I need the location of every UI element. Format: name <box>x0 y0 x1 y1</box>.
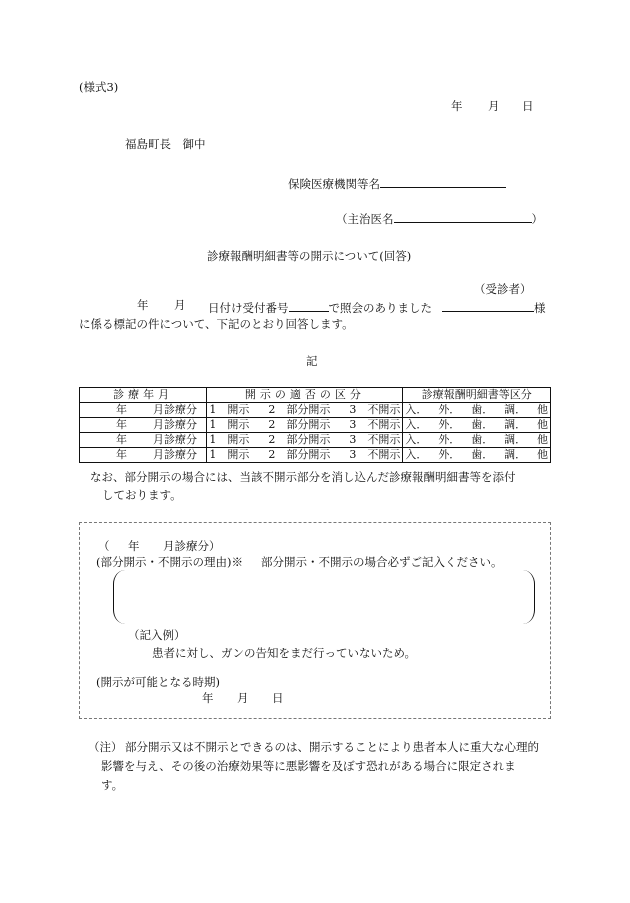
form-id: (様式3) <box>79 80 119 94</box>
institution-field <box>288 175 506 192</box>
footnote-line-1: 部分開示又は不開示とできるのは、開示することにより患者本人に重大な心理的 <box>125 740 539 754</box>
header-treatment-month: 診療年月 <box>80 388 207 403</box>
possible-day: 日 <box>272 691 284 705</box>
example-label: （記入例） <box>128 628 186 642</box>
possible-year: 年 <box>202 691 214 705</box>
patient-name-blank <box>442 299 534 312</box>
reason-bracket-left <box>113 570 128 624</box>
table-row <box>80 448 551 463</box>
doctor-blank <box>394 210 532 223</box>
table-row <box>80 433 551 448</box>
footnote-line-3: す。 <box>101 778 124 792</box>
institution-blank <box>380 175 506 188</box>
disclosure-cell: 1 開示 2 部分開示 3 不開示 <box>207 433 403 448</box>
category-cell: 入． 外． 歯． 調． 他 <box>403 448 551 463</box>
treatment-month-cell: 年 月診療分 <box>80 433 207 448</box>
reason-label: (部分開示・不開示の理由)※ <box>96 555 243 569</box>
category-cell: 入． 外． 歯． 調． 他 <box>403 403 551 418</box>
header-statement-type: 診療報酬明細書等区分 <box>403 388 551 403</box>
doctor-close: ） <box>531 212 543 226</box>
period-year: 年 <box>128 539 140 553</box>
footnote-line-2: 影響を与え、その後の治療効果等に悪影響を及ぼす恐れがある場合に限定されま <box>101 759 516 773</box>
reason-bracket-right <box>520 570 535 624</box>
category-cell: 入． 外． 歯． 調． 他 <box>403 418 551 433</box>
doctor-label: （主治医名 <box>336 212 394 226</box>
footnote-label: （注） <box>88 740 123 754</box>
date-year: 年 <box>451 99 463 113</box>
header-disclosure-type: 開示の適否の区分 <box>207 388 403 403</box>
table-row <box>80 418 551 433</box>
table-row <box>80 403 551 418</box>
possible-label: (開示が可能となる時期) <box>96 675 220 689</box>
patient-label: （受診者） <box>474 282 532 296</box>
addressee: 福島町長 御中 <box>125 137 206 151</box>
institution-label: 保険医療機関等名 <box>288 177 380 191</box>
date-month: 月 <box>488 99 500 113</box>
reason-instruction: 部分開示・不開示の場合必ずご記入ください。 <box>261 555 503 569</box>
note-line-2: しております。 <box>102 488 182 502</box>
reception-number-blank <box>289 299 329 312</box>
body-year: 年 <box>137 298 149 312</box>
patient-name-field <box>442 299 546 316</box>
ki-heading: 記 <box>306 354 318 368</box>
treatment-month-cell: 年 月診療分 <box>80 418 207 433</box>
doctor-field <box>336 210 543 227</box>
period-open: （ <box>98 539 110 553</box>
period-month: 月診療分） <box>163 539 221 553</box>
table-header-row <box>80 388 551 403</box>
body-line-2: に係る標記の件について、下記のとおり回答します。 <box>79 317 354 331</box>
sama-label: 様 <box>534 301 546 315</box>
page-title: 診療報酬明細書等の開示について(回答) <box>207 249 412 263</box>
date-ref-label: 日付け受付番号 <box>208 301 289 315</box>
possible-month: 月 <box>237 691 249 705</box>
disclosure-table <box>79 387 551 463</box>
example-text: 患者に対し、ガンの告知をまだ行っていないため。 <box>152 646 417 660</box>
treatment-month-cell: 年 月診療分 <box>80 448 207 463</box>
disclosure-cell: 1 開示 2 部分開示 3 不開示 <box>207 418 403 433</box>
body-month: 月 <box>174 298 186 312</box>
inquiry-label: で照会のありました <box>328 301 432 315</box>
disclosure-cell: 1 開示 2 部分開示 3 不開示 <box>207 448 403 463</box>
category-cell: 入． 外． 歯． 調． 他 <box>403 433 551 448</box>
disclosure-cell: 1 開示 2 部分開示 3 不開示 <box>207 403 403 418</box>
note-line-1: なお、部分開示の場合には、当該不開示部分を消し込んだ診療報酬明細書等を添付 <box>90 470 516 484</box>
treatment-month-cell: 年 月診療分 <box>80 403 207 418</box>
date-day: 日 <box>522 99 534 113</box>
body-date-ref <box>208 299 432 316</box>
